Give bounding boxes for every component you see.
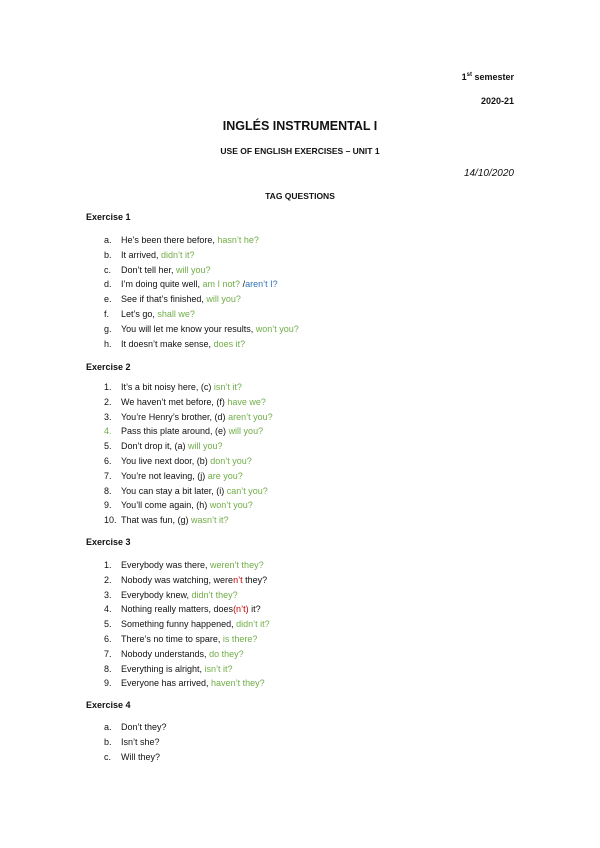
document-page: 1st semester 2020-21 INGLÉS INSTRUMENTAL I USE OF ENGLISH EXERCISES – UNIT 1 14/10/2020 TAG QUESTIONS Exercise 1 a. He’s been there before, hasn’t he? b. It arrived, didn’t it? c. Don’t tell her, will you? d. I’m doing quite well, am I not? /aren’t I? e. See if that’s finished, will you? f. Let’s go, shall we? g. You will let me know your results, won’t you? h. It doesn’t make sense, does it? Exercise 2 1. It’s a bit noisy here, (c) isn’t it? 2. We haven’t met before, (f) have we? 3. You’re Henry’s brother, (d) aren’t you? 4. Pass this plate around, (e) will you? 5. Don’t drop it, (a) will you? 6. You live next door, (b) don’t you? 7. You’re not leaving, (j) are you? 8. You can stay a bit later, (i) can’t you? 9. You’ll come again, (h) won’t you? 10. That was fun, (g) wasn’t it? Exercise 3 1. Everybody was there, weren’t they? 2. Nobody was watching, weren’t they? 3. Everybody knew, didn’t they? 4. Nothing really matters, does(n’t) it? 5. Something funny happened, didn’t it? 6. There’s no time to spare, is there? 7. Nobody understands, do they? 8. Everything is alright, isn’t it? 9. Everyone has arrived, haven’t they? Exercise 4 a. Don’t they? b. Isn’t she? c. Will they? [0,0,600,848]
answer: didn’t it? [161,249,195,260]
answer: isn’t it? [213,382,242,392]
answer: weren’t they? [210,560,264,570]
document-date: 14/10/2020 [463,168,514,179]
course-title: INGLÉS INSTRUMENTAL I [222,119,378,133]
answer: can’t you? [226,485,268,496]
answer: don’t you? [210,455,252,466]
answer: will you? [228,426,264,437]
answer: am I not? [202,279,241,290]
answer: will you? [188,441,223,452]
answer: will you? [176,264,211,275]
answer: didn’t it? [236,619,270,630]
correction: (n’t) [233,604,249,615]
answer: have we? [227,396,266,407]
answer: hasn’t he? [217,235,259,245]
answer: didn’t they? [191,589,238,600]
answer: aren’t you? [228,411,273,422]
answer: wasn’t it? [191,515,229,526]
exercise-4-title: Exercise 4 [86,700,131,710]
answer: won’t you? [255,323,299,334]
answer: does it? [213,338,246,349]
exercise-3-title: Exercise 3 [86,537,131,547]
answer: haven’t they? [211,678,265,689]
academic-year: 2020-21 [480,96,514,106]
document-subtitle: USE OF ENGLISH EXERCISES – UNIT 1 [220,146,380,156]
alternative-answer: aren’t I? [245,279,278,290]
answer: shall we? [157,308,195,319]
semester-label: 1st semester [461,72,514,82]
answer: won’t you? [209,500,253,511]
section-title: TAG QUESTIONS [265,191,335,201]
answer: are you? [207,470,243,481]
correction: n’t [233,574,243,585]
answer: will you? [206,294,241,305]
exercise-1-title: Exercise 1 [86,212,131,222]
answer: do they? [209,648,244,659]
answer: is there? [222,633,258,644]
exercise-2-title: Exercise 2 [86,362,131,372]
answer: isn’t it? [204,663,233,674]
